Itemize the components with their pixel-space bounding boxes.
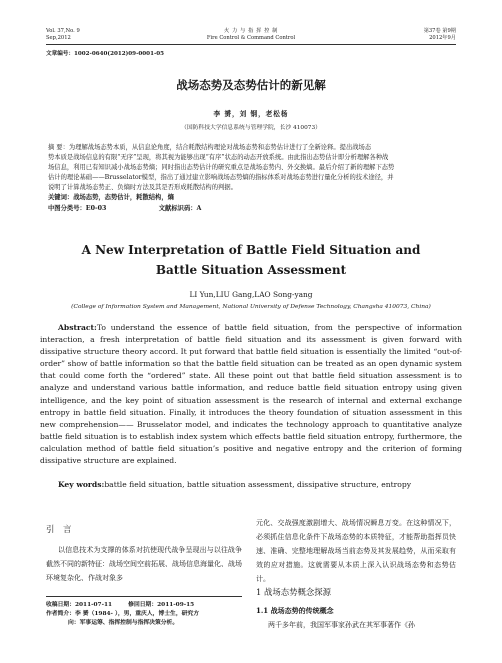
- intro-paragraph: 以信息技术为支撑的体系对抗使现代战争呈现出与以往战争截然不同的新特征：战场空间空前拓展、战场信息海量化、战场环境复杂化、作战对象多: [46, 546, 242, 582]
- en-keywords: [40, 479, 462, 490]
- footnote-dates: [46, 601, 256, 610]
- date-cn: 2012年9月: [429, 35, 456, 41]
- header-rule: [46, 44, 456, 45]
- intro-heading: 引 言: [46, 524, 75, 534]
- issue-date-line: Sep,2012: [46, 35, 71, 41]
- journal-name-cn: 火 力 与 指 挥 控 制: [223, 28, 278, 34]
- section-heading-1: 1 战场态势概念探源: [256, 587, 331, 597]
- volume-line: Vol. 37,No. 9: [46, 28, 80, 34]
- article-id: 文章编号：1002-0640(2012)09-0001-05: [46, 51, 165, 57]
- document-code: 文献标识码：A: [158, 204, 202, 212]
- cn-title: 战场态势及态势估计的新见解: [176, 78, 326, 92]
- en-authors: LI Yun,LIU Gang,LAO Song-yang: [189, 290, 313, 299]
- cn-abstract-line: 摘 要：为理解战场态势本质，从信息论角度，结合耗散结构理论对战场态势和态势估计进行了全新诠释。提出战场态: [48, 144, 372, 151]
- revised-date: 修回日期：2011-09-15: [128, 602, 195, 608]
- keywords-text: battle field situation, battle situation assessment, dissipative structure, entropy: [104, 480, 412, 489]
- right-paragraph: 元化、交战强度激剧增大、战场情况瞬息万变。在这种情况下，必须抓住信息化条件下战场态势的本质特征，才能帮助指挥员快速、准确、完整地理解战场当前态势及其发展趋势，从而采取有效的应对措施。这就需要从本质上深入认识战场态势和态势估计。: [256, 519, 456, 583]
- en-title-line-2: Battle Situation Assessment: [155, 263, 347, 277]
- cn-keywords: 关键词：战场态势，态势估计，耗散结构，熵: [48, 194, 174, 202]
- footnote: [46, 601, 256, 629]
- cn-abstract-line: 势本质是战场信息的有限“无序”呈现，将其视为能够出现“有序”状态的动态开放系统。由此指出态势估计即分析理解各种战: [48, 154, 389, 162]
- keywords-label: Key words:: [58, 480, 105, 489]
- clc-number: 中图分类号：E0-03: [48, 204, 107, 212]
- subsection-heading-1-1: 1.1 战场态势的传统概念: [256, 606, 334, 615]
- cn-classification: [48, 204, 454, 214]
- cn-abstract: [48, 143, 454, 214]
- abstract-label: Abstract:: [58, 323, 97, 332]
- footnote-rule: [46, 596, 242, 597]
- cn-affiliation: （国防科技大学信息系统与管理学院，长沙 410073）: [181, 125, 321, 131]
- en-abstract: [40, 322, 462, 467]
- en-title-line-1: A New Interpretation of Battle Field Situation and: [81, 243, 421, 257]
- cn-abstract-line: 场信息，利用已有知识减小战场态势熵；同时指出态势估计的研究重点是战场态势内、外交换熵。最后介绍了新的理解下态势: [48, 164, 395, 172]
- en-affiliation: (College of Information System and Management, National University of Defense Technology, Changsha 410073, China): [71, 304, 431, 310]
- volume-cn: 第37卷 第9期: [423, 28, 456, 34]
- cn-abstract-line: 说明了计算战场态势正、负熵时方法及其是否形成耗散结构的判据。: [48, 184, 237, 192]
- received-date: 收稿日期：2011-07-11: [46, 602, 113, 608]
- abstract-text: To understand the essence of battle field situation, from the perspective of information interaction, a fresh interpretation of battle field situation and its assessment is given forward with dissipative structure theory accord. It put forward that battle field situation is essentially the limited “out-of-order” show of battle information so that the battle field situation can be treated as an open dynamic system that could come forth the “ordered” state. All these point out that battle field situation assessment is to analyze and understand various battle information, and reduce battle field situation entropy using given intelligence, and the key point of situation assessment is the research of internal and external exchange entropy in battle field situation. Finally, it introduces the theory foundation of situation assessment in this new comprehension—— Brusselator model, and indicates the technology approach to quantitative analyze battle field situation is to establish index system which effects battle field situation entropy, furthermore, the calculation method of battle field situation’s positive and negative entropy and the criterion of forming dissipative structure are explained.: [40, 323, 462, 466]
- author-research-field: 向：军事运筹、指挥控制与指挥决策分析。: [68, 620, 179, 627]
- author-bio: 作者简介：李 赟（1984- ），男，重庆人，博士生，研究方: [46, 611, 200, 618]
- section-1-1-first-line: 两千多年前，我国军事家孙武在其军事著作《孙: [268, 621, 415, 629]
- journal-name-en: Fire Control & Command Control: [206, 35, 296, 41]
- cn-abstract-line: 估计的理论基础——Brusselator模型，指出了通过建立影响战场态势熵的指标体系对战场态势进行量化分析的技术途径，并: [48, 174, 394, 182]
- cn-authors: 李 赟，刘 钢，老松杨: [213, 110, 289, 118]
